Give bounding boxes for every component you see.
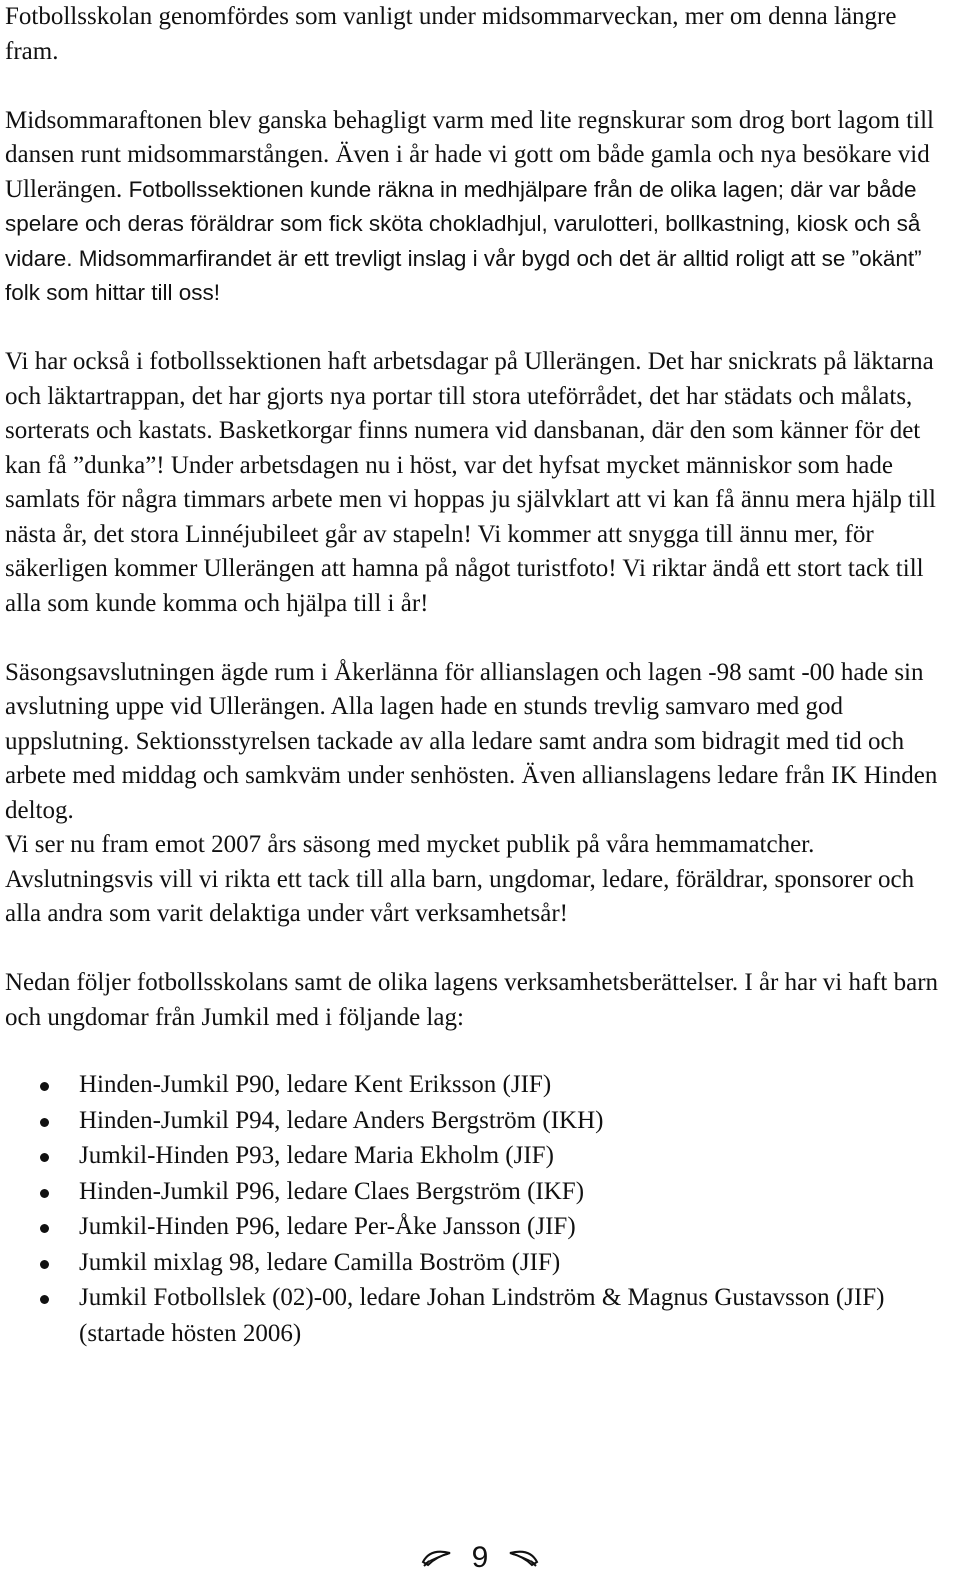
- paragraph-gap: [5, 621, 950, 656]
- team-label: Jumkil Fotbollslek (02)-00, ledare Johan Lindström & Magnus Gustavsson (JIF) (startade hösten 2006): [79, 1284, 885, 1347]
- list-item: [5, 1067, 950, 1103]
- bullet-icon: [40, 1189, 49, 1198]
- team-label: Hinden-Jumkil P96, ledare Claes Bergström (IKF): [79, 1177, 585, 1205]
- list-item: [5, 1103, 950, 1139]
- leaf-ornament-icon: [506, 1548, 540, 1568]
- paragraph-work-days: Vi har också i fotbollssektionen haft arbetsdagar på Ullerängen. Det har snickrats på läktarna och läktartrappan, det har gjorts nya portar till stora uteförrådet, det har städats och målats, sorterats och kastats. Basketkorgar finns numera vid dansbanan, där den som känner för det kan få ”dunka”! Under arbetsdagen nu i höst, var det hyfsat mycket människor som hade samlats för några timmars arbete men vi hoppas ju självklart att vi kan få ännu mera hjälp till nästa år, det stora Linnéjubileet går av stapeln! Vi kommer att snygga till ännu mer, för säkerligen kommer Ullerängen att hamna på något turistfoto! Vi riktar ändå ett stort tack till alla som kunde komma och hjälpa till i år!: [5, 348, 936, 617]
- team-label: Hinden-Jumkil P94, ledare Anders Bergström (IKH): [79, 1106, 604, 1134]
- bullet-icon: [40, 1153, 49, 1162]
- paragraph-thanks: Avslutningsvis vill vi rikta ett tack till alla barn, ungdomar, ledare, föräldrar, sponsorer och alla andra som varit delaktiga under vårt verksamhetsår!: [5, 865, 915, 927]
- paragraph-midsummer: [5, 104, 950, 311]
- list-item: [5, 1174, 950, 1210]
- team-list: [5, 1067, 950, 1351]
- bullet-icon: [40, 1082, 49, 1091]
- paragraph-midsummer-sans: Fotbollssektionen kunde räkna in medhjälpare från de olika lagen; där var både spelare och deras föräldrar som fick sköta chokladhjul, varulotteri, bollkastning, kiosk och så vidare. Midsommarfirandet är ett trevligt inslag i vår bygd och det är alltid roligt att se ”okänt” folk som hittar till oss!: [5, 176, 922, 305]
- paragraph-gap: [5, 932, 950, 967]
- team-label: Jumkil-Hinden P93, ledare Maria Ekholm (JIF): [79, 1142, 554, 1169]
- list-item: [5, 1280, 950, 1351]
- list-item: [5, 1138, 950, 1174]
- page-number: 9: [471, 1541, 489, 1574]
- list-item: [5, 1245, 950, 1281]
- leaf-ornament-icon: [420, 1548, 454, 1568]
- bullet-icon: [40, 1295, 49, 1304]
- team-label: Jumkil-Hinden P96, ledare Per-Åke Jansson (JIF): [79, 1213, 576, 1240]
- paragraph-gap: [5, 69, 950, 104]
- list-item: [5, 1209, 950, 1245]
- paragraph-gap: [5, 311, 950, 346]
- paragraph-season-end: Säsongsavslutningen ägde rum i Åkerlänna för allianslagen och lagen -98 samt -00 hade sin avslutning uppe vid Ullerängen. Alla lagen hade en stunds trevlig samvaro med god uppslutning. Sektionsstyrelsen tackade av alla ledare samt andra som bidragit med tid och arbete med middag och samkväm under senhösten. Även allianslagens ledare från IK Hinden deltog.: [5, 658, 938, 824]
- team-label: Hinden-Jumkil P90, ledare Kent Eriksson (JIF): [79, 1071, 552, 1098]
- paragraph-football-school: Fotbollsskolan genomfördes som vanligt under midsommarveckan, mer om denna längre fram.: [5, 3, 897, 65]
- bullet-icon: [40, 1260, 49, 1269]
- paragraph-team-intro: Nedan följer fotbollsskolans samt de olika lagens verksamhetsberättelser. I år har vi haft barn och ungdomar från Jumkil med i följande lag:: [5, 969, 939, 1031]
- page-footer: [0, 1538, 960, 1582]
- page-number-group: [420, 1538, 541, 1578]
- bullet-icon: [40, 1224, 49, 1233]
- team-label: Jumkil mixlag 98, ledare Camilla Boström (JIF): [79, 1248, 561, 1276]
- bullet-icon: [40, 1118, 49, 1127]
- paragraph-midsummer-serif: Midsommaraftonen blev ganska behagligt varm med lite regnskurar som drog bort lagom till dansen runt midsommarstången. Även i år hade vi gott om både gamla och nya besökare vid Ullerängen.: [5, 106, 934, 203]
- document-page: [5, 0, 950, 1351]
- paragraph-next-season: Vi ser nu fram emot 2007 års säsong med mycket publik på våra hemmamatcher.: [5, 831, 815, 858]
